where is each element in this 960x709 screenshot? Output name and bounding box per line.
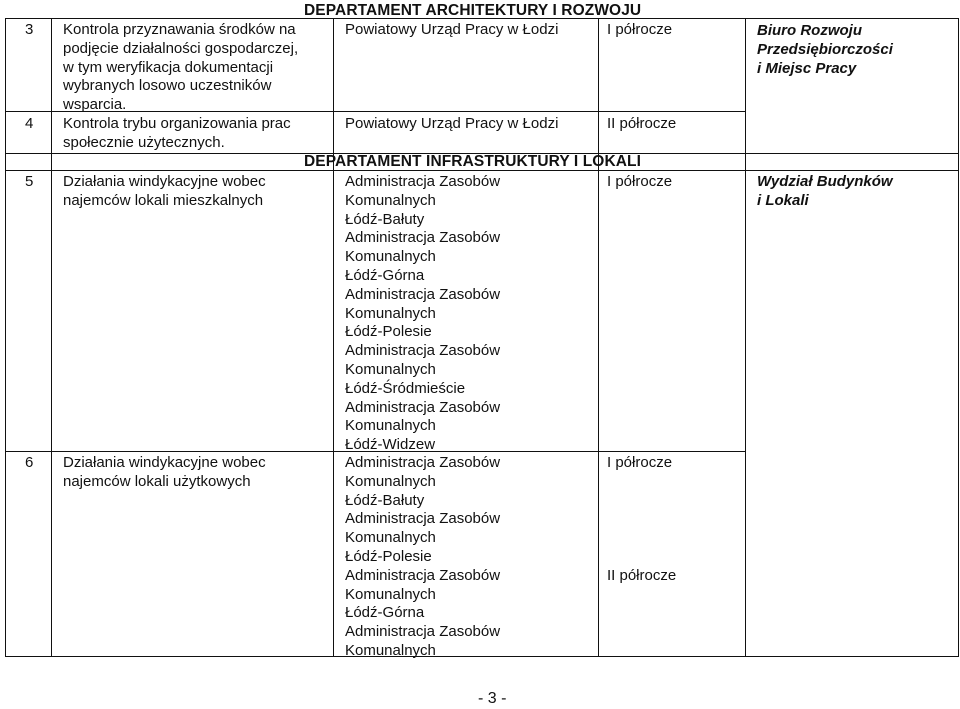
row-number: 6 [25,454,34,471]
entity-line: Administracja Zasobów [345,285,501,303]
entity-line: Administracja Zasobów [345,173,501,190]
table-left-border [5,18,6,656]
col-divider-task-entity [333,18,334,656]
entity-line: Łódź-Śródmieście [345,379,466,397]
entity-line: Komunalnych [345,585,436,603]
entity-line: Administracja Zasobów [345,623,501,641]
entity-line: Łódź-Polesie [345,547,432,565]
col-divider-entity-term [598,18,599,656]
col-divider-num-task [51,18,52,656]
section-header-architecture: DEPARTAMENT ARCHITEKTURY I ROZWOJU [304,2,642,19]
controlled-entity: Powiatowy Urząd Pracy w Łodzi [345,115,559,132]
control-term: II półrocze [607,115,677,132]
entity-line: Administracja Zasobów [345,454,501,471]
entity-line: Łódź-Górna [345,266,425,284]
entity-line: Komunalnych [345,360,436,378]
controlled-entities [345,454,500,661]
entity-line: Administracja Zasobów [345,566,501,584]
entity-line: Komunalnych [345,529,436,547]
entity-line: Komunalnych [345,417,436,435]
entity-line: Komunalnych [345,472,436,490]
entity-line: Administracja Zasobów [345,510,501,528]
entity-line: Łódź-Polesie [345,323,432,341]
entity-line: Łódź-Górna [345,604,425,622]
control-term: I półrocze [607,173,673,190]
col-divider-term-unit [745,18,746,656]
entity-line: Łódź-Bałuty [345,491,425,509]
responsible-unit: Biuro Rozwoju Przedsiębiorczości i Miejsc Pracy [757,22,893,77]
control-term: II półrocze [607,567,677,584]
task-description: Kontrola trybu organizowania prac społecznie użytecznych. [63,115,291,151]
entity-line: Łódź-Widzew [345,436,436,454]
controlled-entity: Powiatowy Urząd Pracy w Łodzi [345,21,559,38]
row-number: 3 [25,21,34,38]
entity-line: Łódź-Bałuty [345,210,425,228]
entity-line: Administracja Zasobów [345,342,501,360]
entity-line: Komunalnych [345,641,436,659]
controlled-entities [345,173,500,455]
entity-line: Administracja Zasobów [345,229,501,247]
page-number: - 3 - [478,690,507,707]
entity-line: Komunalnych [345,191,436,209]
responsible-unit: Wydział Budynków i Lokali [757,173,893,209]
task-description: Działania windykacyjne wobec najemców lokali mieszkalnych [63,173,266,209]
section-header-infrastructure: DEPARTAMENT INFRASTRUKTURY I LOKALI [304,153,642,170]
entity-line: Komunalnych [345,248,436,266]
table-right-border [958,18,959,656]
control-term: I półrocze [607,454,673,471]
row-number: 5 [25,173,34,190]
task-description: Działania windykacyjne wobec najemców lokali użytkowych [63,454,266,490]
entity-line: Komunalnych [345,304,436,322]
entity-line: Administracja Zasobów [345,398,501,416]
control-term: I półrocze [607,21,673,38]
task-description: Kontrola przyznawania środków na podjęcie działalności gospodarczej, w tym weryfikacja dokumentacji wybranych losowo uczestników wsparcia. [63,21,299,114]
row-number: 4 [25,115,34,132]
